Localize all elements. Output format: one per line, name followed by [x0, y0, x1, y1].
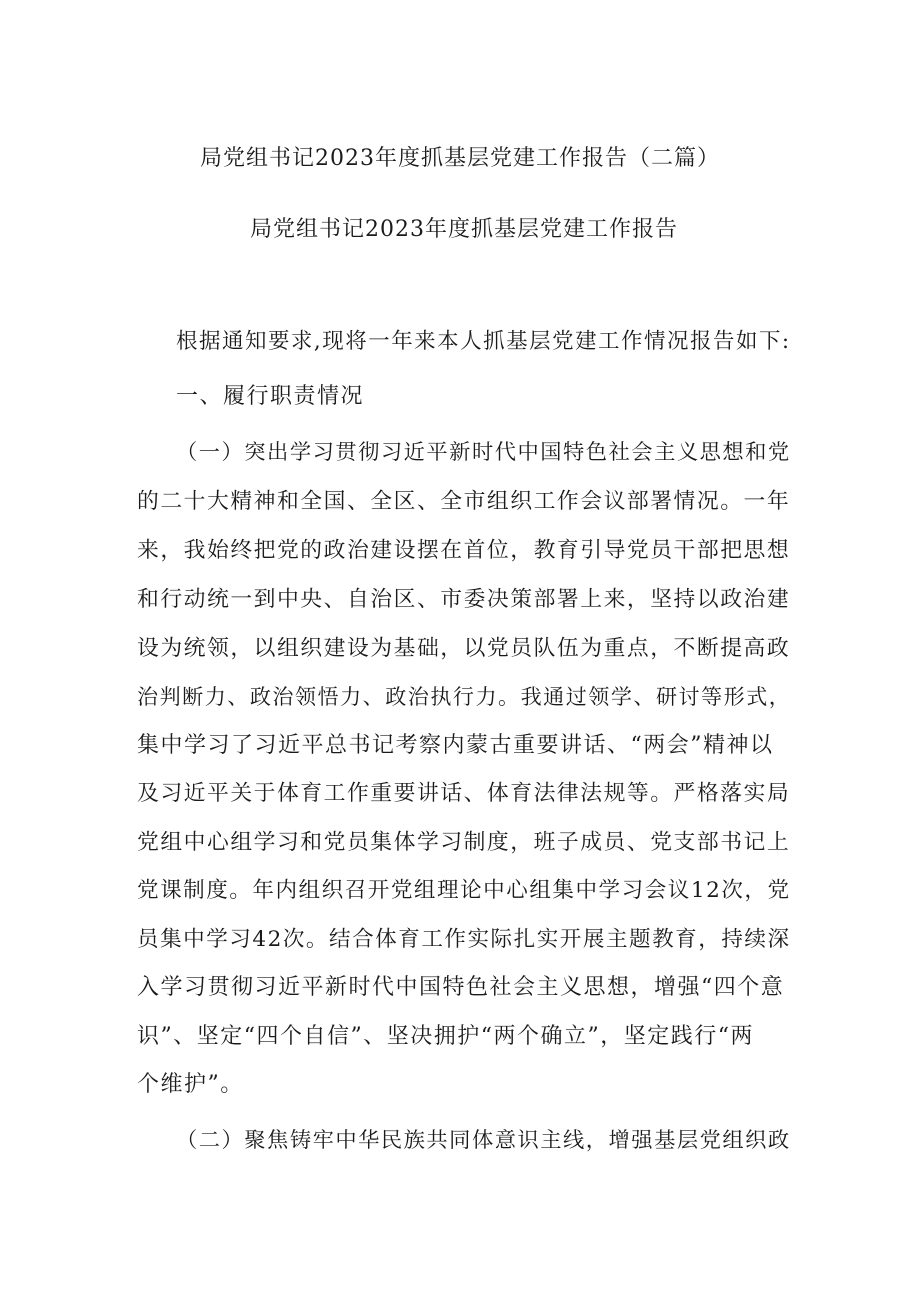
document-subtitle: 局党组书记2023年度抓基层党建工作报告: [250, 217, 678, 242]
paragraph-line: 和行动统一到中央、自治区、市委决策部署上来，坚持以政治建: [137, 587, 791, 612]
paragraph-line: （二）聚焦铸牢中华民族共同体意识主线，增强基层党组织政: [176, 1128, 791, 1153]
paragraph-line: 党课制度。年内组织召开党组理论中心组集中学习会议12次，党: [137, 878, 791, 903]
section-heading: 一、履行职责情况: [176, 384, 365, 409]
paragraph-line: 员集中学习42次。结合体育工作实际扎实开展主题教育，持续深: [137, 927, 791, 952]
paragraph-line: （一）突出学习贯彻习近平新时代中国特色社会主义思想和党: [176, 440, 791, 465]
document-title: 局党组书记2023年度抓基层党建工作报告（二篇）: [200, 146, 720, 171]
paragraph-line: 来，我始终把党的政治建设摆在首位，教育引导党员干部把思想: [137, 538, 791, 563]
paragraph-line: 集中学习了习近平总书记考察内蒙古重要讲话、“两会”精神以: [137, 733, 774, 758]
intro-paragraph: 根据通知要求,现将一年来本人抓基层党建工作情况报告如下:: [176, 329, 791, 354]
paragraph-line: 个维护”。: [137, 1072, 244, 1097]
paragraph-line: 的二十大精神和全国、全区、全市组织工作会议部署情况。一年: [137, 489, 791, 514]
paragraph-line: 识”、坚定“四个自信”、坚决拥护“两个确立”，坚定践行“两: [137, 1024, 754, 1049]
paragraph-line: 党组中心组学习和党员集体学习制度，班子成员、党支部书记上: [137, 830, 791, 855]
paragraph-line: 治判断力、政治领悟力、政治执行力。我通过领学、研讨等形式，: [137, 684, 792, 709]
paragraph-line: 设为统领，以组织建设为基础，以党员队伍为重点，不断提高政: [137, 636, 791, 661]
paragraph-line: 入学习贯彻习近平新时代中国特色社会主义思想，增强“四个意: [137, 975, 785, 1000]
paragraph-line: 及习近平关于体育工作重要讲话、体育法律法规等。严格落实局: [137, 781, 791, 806]
